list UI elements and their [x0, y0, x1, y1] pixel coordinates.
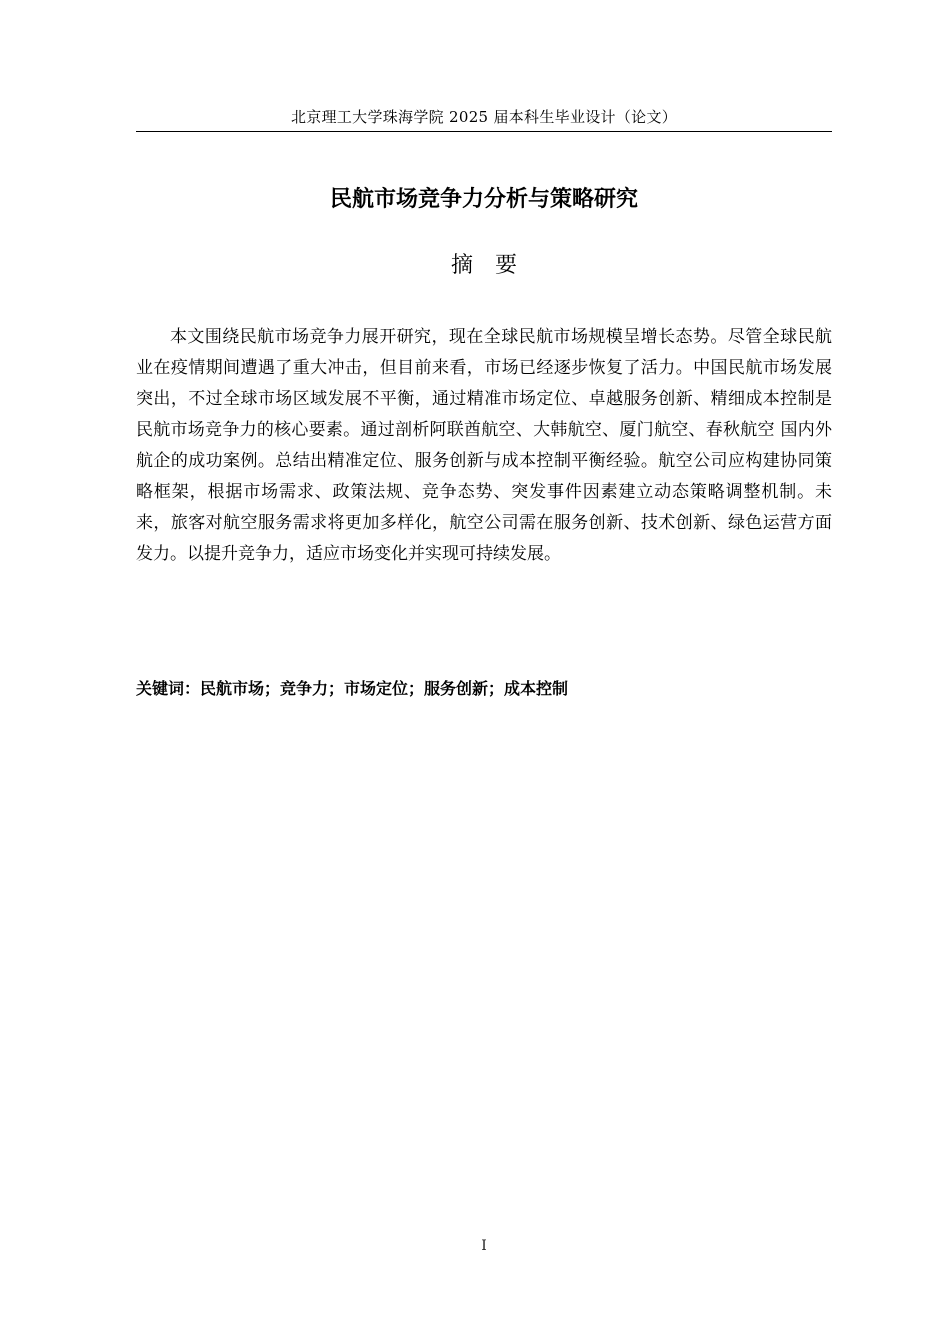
header-divider [136, 131, 832, 132]
running-header: 北京理工大学珠海学院 2025 届本科生毕业设计（论文） [290, 108, 678, 126]
paper-title: 民航市场竞争力分析与策略研究 [329, 187, 638, 212]
page-number: I [481, 1238, 487, 1254]
abstract-body: 本文围绕民航市场竞争力展开研究，现在全球民航市场规模呈增长态势。尽管全球民航业在疫情期间遭遇了重大冲击，但目前来看，市场已经逐步恢复了活力。中国民航市场发展突出，不过全球市场区域发展不平衡，通过精准市场定位、卓越服务创新、精细成本控制是民航市场竞争力的核心要素。通过剖析阿联酋航空、大韩航空、厦门航空、春秋航空 国内外航企的成功案例。总结出精准定位、服务创新与成本控制平衡经验。航空公司应构建协同策略框架，根据市场需求、政策法规、竞争态势、突发事件因素建立动态策略调整机制。未来，旅客对航空服务需求将更加多样化，航空公司需在服务创新、技术创新、绿色运营方面发力。以提升竞争力，适应市场变化并实现可持续发展。 [136, 327, 832, 564]
abstract-heading-char-2: 要 [495, 253, 518, 278]
abstract-heading-char-1: 摘 [450, 253, 473, 278]
abstract-heading [136, 250, 832, 282]
keywords-line: 关键词：民航市场；竞争力；市场定位；服务创新；成本控制 [136, 679, 569, 698]
